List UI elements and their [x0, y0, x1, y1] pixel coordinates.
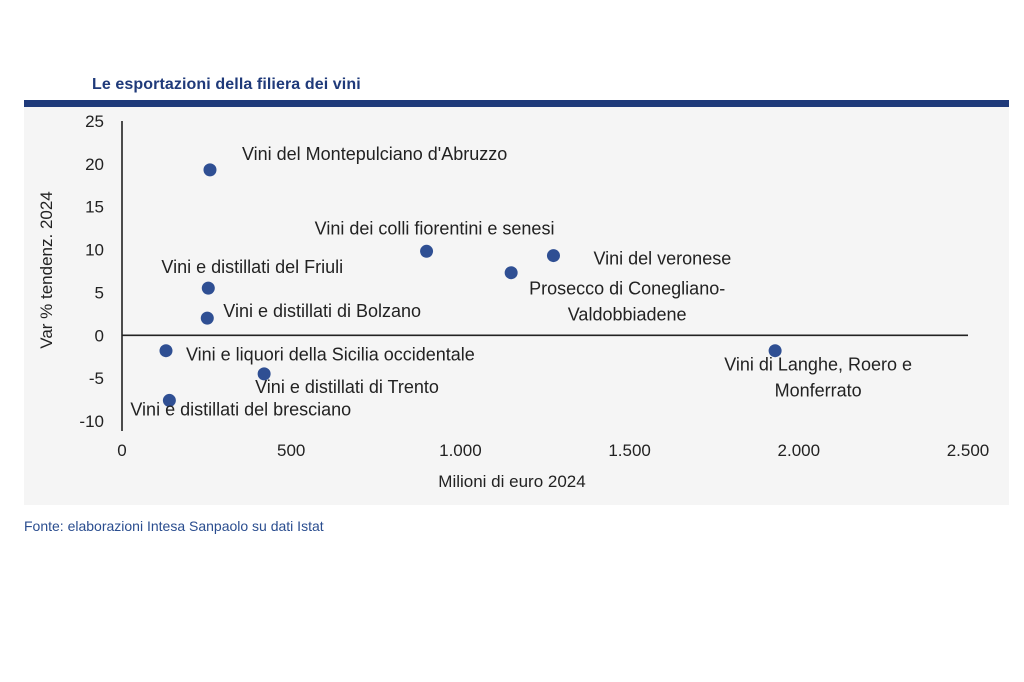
point-label: Monferrato — [774, 380, 862, 401]
point-label: Vini del Montepulciano d'Abruzzo — [241, 143, 508, 164]
point-label: Vini e distillati del Friuli — [161, 257, 344, 278]
y-tick-label: 10 — [85, 240, 104, 260]
source-note: Fonte: elaborazioni Intesa Sanpaolo su dati Istat — [24, 518, 324, 534]
y-tick-label: 0 — [94, 326, 104, 346]
point-label: Vini e distillati del bresciano — [130, 399, 352, 420]
scatter-point — [202, 282, 215, 295]
scatter-point — [159, 344, 172, 357]
y-tick-label: -5 — [88, 369, 104, 389]
y-axis-label: Var % tendenz. 2024 — [37, 191, 56, 349]
point-label: Prosecco di Conegliano- — [529, 278, 726, 299]
chart-title: Le esportazioni della filiera dei vini — [92, 76, 361, 93]
scatter-point — [203, 163, 216, 176]
y-tick-label: 5 — [94, 283, 104, 303]
x-tick-label: 0 — [117, 441, 127, 460]
scatter-point — [547, 249, 560, 262]
point-label: Vini e distillati di Trento — [255, 376, 439, 397]
scatter-point — [420, 245, 433, 258]
x-tick-label: 1.500 — [608, 441, 651, 460]
x-tick-label: 2.500 — [946, 441, 990, 460]
y-tick-label: 20 — [85, 154, 104, 174]
scatter-point — [201, 312, 214, 325]
point-label: Vini di Langhe, Roero e — [724, 354, 913, 375]
x-axis-label: Milioni di euro 2024 — [438, 472, 586, 491]
point-label: Valdobbiadene — [567, 304, 687, 325]
point-label: Vini e distillati di Bolzano — [223, 301, 422, 322]
point-label: Vini dei colli fiorentini e senesi — [314, 218, 555, 239]
y-tick-label: -10 — [79, 412, 104, 431]
x-tick-label: 1.000 — [439, 441, 482, 460]
point-label: Vini del veronese — [593, 248, 732, 269]
y-tick-label: 25 — [85, 112, 104, 131]
scatter-point — [505, 266, 518, 279]
point-label: Vini e liquori della Sicilia occidentale — [185, 344, 475, 365]
x-tick-label: 2.000 — [777, 441, 821, 460]
x-tick-label: 500 — [277, 441, 306, 460]
y-tick-label: 15 — [85, 197, 104, 217]
